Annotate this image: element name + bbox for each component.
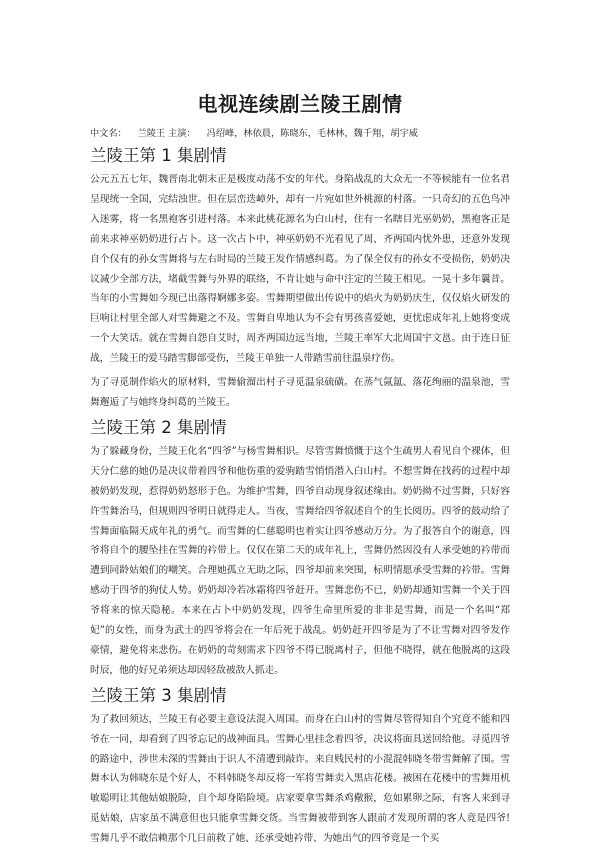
episode-2-heading: 兰陵王第 2 集剧情 <box>90 417 227 437</box>
episode-1-paragraph-2: 为了寻觅制作焰火的原材料，雪舞偷溜出村子寻觅温泉硫磺。在蒸气氤氲、落花绚丽的温泉池，雪舞邂逅了与她终身纠葛的兰陵王。 <box>90 377 510 408</box>
episode-3-section <box>90 684 510 849</box>
episode-3-paragraph-1: 为了救回须达，兰陵王有必要主意设法混入周国。而身在白山村的雪舞尽管得知自个究竟不能和四爷在一同，却看到了四爷忘记的战神面具。雪舞心里挂念着四爷，决议将面具送回给他。寻觅四爷的路途中，涉世未深的雪舞由于识人不清遭到敲诈。来自贱民村的小混混韩晓冬带雪舞解了围。雪舞本认为韩晓东是个好人，不料韩晓冬却反将一军将雪舞卖入黑店花楼。被困在花楼中的雪舞用机敏聪明让其他姑娘脱险，自个却身陷险境。店家要拿雪舞杀鸡儆猴，危如累卵之际，有客人来到寻觅姑娘，店家虽不满意但也只能拿雪舞交货。当雪舞被带到客人跟前才发现所谓的客人竟是四爷!雪舞几乎不敢信赖那个几日前救了她、还承受她衿带、为她出气的四爷竟是一个买 <box>90 713 510 845</box>
episode-2-paragraph-1: 为了躲藏身份，兰陵王化名“四爷”与杨雪舞相识。尽管雪舞愤慨于这个生疏男人看见自个裸体，但天分仁慈的她仍是决议带着四爷和他伤重的爱驹踏雪悄悄潜入白山村。不想雪舞在找药的过程中却被奶奶发现，惹得奶奶怒形于色。为维护雪舞，四爷自动现身叙述缘由。奶奶拗不过雪舞，只好容许雪舞治马，但规则四爷明日就得走人。当夜，雪舞给四爷叙述自个的生长阅历。四爷的鼓动给了雪舞面临隔天成年礼的勇气。而雪舞的仁慈聪明也着实让四爷感动万分。为了报答自个的谢意，四爷将自个的腰坠挂在雪舞的衿带上。仅仅在第二天的成年礼上，雪舞仍然因没有人承受她的衿带而遭到同龄姑娘们的嘲笑。合理她孤立无助之际，四爷却前来突围，标明情愿承受雪舞的衿带。雪舞感动于四爷的狗仗人势。奶奶却冷若冰霜将四爷赶开。雪舞悲伤不已，奶奶却通知雪舞一个关于四爷将来的惊天隐秘。本来在占卜中奶奶发现，四爷生命里所爱的非非是雪舞，而是一个名叫“郑妃”的女性，而身为武士的四爷将会在一年后死于战乱。奶奶赶开四爷是为了不让雪舞对四爷发作豪情，避免将来悲伤。在奶奶的苛刻需求下四爷不得已脱离村子，但他不晓得，就在他脱离的这段时辰，他的好兄弟须达却因轻敌被敌人抓走。 <box>90 445 510 676</box>
episode-1-paragraph-1: 公元五五七年，魏晋南北朝末正是极度动荡不安的年代。身陷战乱的大众无一不等候能有一位名君呈现统一全国，完结浊世。但在层峦迭嶂外，却有一片宛如世外桃源的村落。一只奇幻的五色鸟冲入迷雾，将一名黑袍客引进村落。本来此桃花源名为白山村，住有一名瞎目光巫奶奶，黑袍客正是前来求神巫奶奶进行占卜。这一次占卜中，神巫奶奶不光看见了周、齐两国内忧外患，还意外发现自个仅有的孙女雪舞将与左右时局的兰陵王发作情感纠葛。为了保全仅有的孙女不受损伤，奶奶决议减少全部方法，堵截雪舞与外界的联络，不肯让她与命中注定的兰陵王相见。一晃十多年曩昔。当年的小雪舞如今现已出落得婀娜多姿。雪舞期望做出传说中的焰火为奶奶庆生，仅仅焰火研发的巨响让村里全部人对雪舞避之不及。雪舞自卑地认为不会有男孩喜爱她，更忧虑成年礼上她将变成一个大笑话。就在雪舞自怨自艾时，周齐两国边远当地，兰陵王率军大北周国宇文邕。由于连日征战，兰陵王的爱马踏雪脚部受伤，兰陵王单独一人带踏雪前往温泉疗伤。 <box>90 174 510 365</box>
cast-label: 中文名： <box>90 128 127 139</box>
episode-3-heading: 兰陵王第 3 集剧情 <box>90 685 227 705</box>
cast-show: 兰陵王 主演： <box>137 128 196 139</box>
episode-2-section <box>90 416 510 681</box>
document-title: 电视连续剧兰陵王剧情 <box>197 92 403 116</box>
cast-actors: 冯绍峰，林依晨，陈晓东，毛林林，魏千翔，胡宇威 <box>206 128 418 139</box>
cast-line <box>90 127 510 141</box>
episode-1-heading: 兰陵王第 1 集剧情 <box>90 146 227 165</box>
episode-1-section <box>90 144 510 413</box>
